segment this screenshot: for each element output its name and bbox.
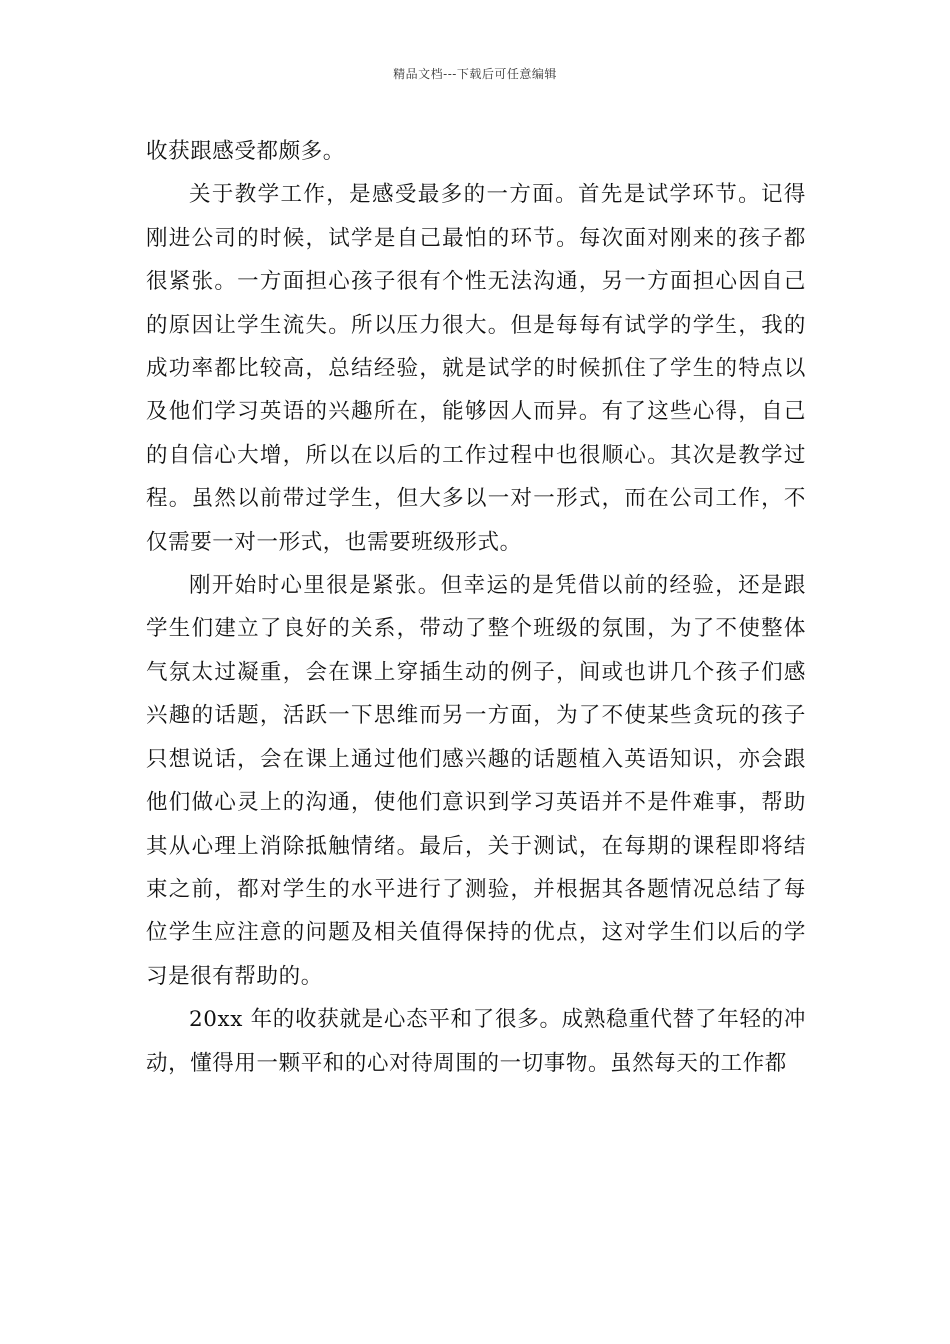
paragraph-2: 关于教学工作，是感受最多的一方面。首先是试学环节。记得刚进公司的时候，试学是自己最怕的环节。每次面对刚来的孩子都很紧张。一方面担心孩子很有个性无法沟通，另一方面担心因自己的原因让学生流失。所以压力很大。但是每每有试学的学生，我的成功率都比较高，总结经验，就是试学的时候抓住了学生的特点以及他们学习英语的兴趣所在，能够因人而异。有了这些心得，自己的自信心大增，所以在以后的工作过程中也很顺心。其次是教学过程。虽然以前带过学生，但大多以一对一形式，而在公司工作，不仅需要一对一形式，也需要班级形式。 [146,182,806,555]
paragraph-1: 收获跟感受都颇多。 [146,139,345,164]
paragraph-4: 20xx 年的收获就是心态平和了很多。成熟稳重代替了年轻的冲动，懂得用一颗平和的心对待周围的一切事物。虽然每天的工作都 [146,1007,806,1076]
paragraph-3: 刚开始时心里很是紧张。但幸运的是凭借以前的经验，还是跟学生们建立了良好的关系，带动了整个班级的氛围，为了不使整体气氛太过凝重，会在课上穿插生动的例子，间或也讲几个孩子们感兴趣的话题，活跃一下思维而另一方面，为了不使某些贪玩的孩子只想说话，会在课上通过他们感兴趣的话题植入英语知识，亦会跟他们做心灵上的沟通，使他们意识到学习英语并不是件难事，帮助其从心理上消除抵触情绪。最后，关于测试，在每期的课程即将结束之前，都对学生的水平进行了测验，并根据其各题情况总结了每位学生应注意的问题及相关值得保持的优点，这对学生们以后的学习是很有帮助的。 [146,573,806,989]
page-header: 精品文档---下载后可任意编辑 [393,67,557,81]
document-body [146,130,806,1085]
